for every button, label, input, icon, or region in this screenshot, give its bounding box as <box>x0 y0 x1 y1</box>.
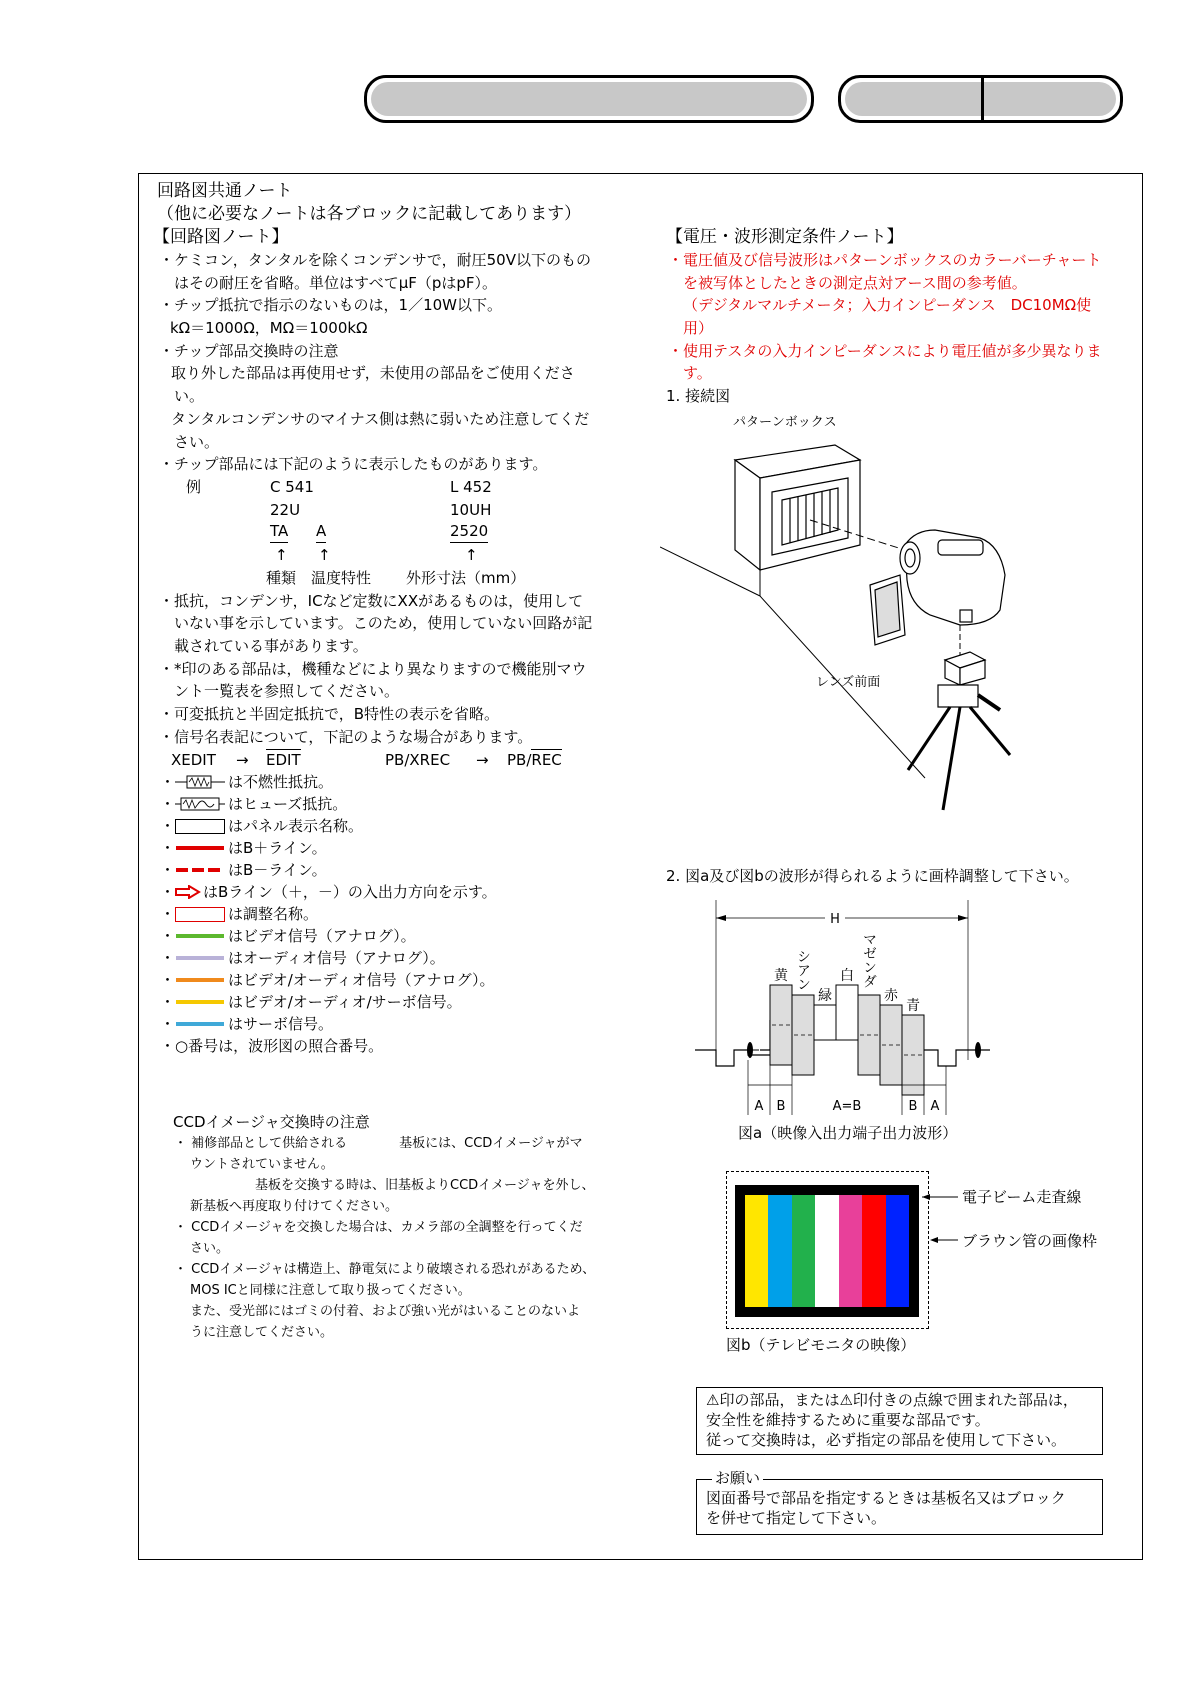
voltage-note-line: （デジタルマルチメータ；入力インピーダンス DC10MΩ使 <box>683 296 1092 314</box>
pattern-box-label: パターンボックス <box>733 415 837 430</box>
note-line: いない事を示しています。このため，使用していない回路が記 <box>174 614 593 632</box>
pattern-box-icon <box>735 445 860 570</box>
request-line: 図面番号で部品を指定するときは基板名又はブロック <box>706 1489 1066 1507</box>
note-line: 載されている事があります。 <box>174 637 368 655</box>
signal-edit-bar: EDIT <box>266 751 301 769</box>
adjust-box-icon <box>175 907 225 922</box>
color-bar <box>839 1195 862 1307</box>
safety-line: 従って交換時は，必ず指定の部品を使用して下さい。 <box>706 1431 1067 1449</box>
connection-diagram <box>660 430 1110 820</box>
color-bar <box>792 1195 815 1307</box>
color-bar <box>745 1195 768 1307</box>
caption-temp: 温度特性 <box>311 569 372 587</box>
example-label: 例 <box>186 478 202 496</box>
legend-servo: ・ はサーボ信号。 <box>160 1015 334 1033</box>
h-label: H <box>830 912 840 927</box>
lens-label: レンズ前面 <box>816 675 881 690</box>
ccd-line: ウントされていません。 <box>190 1157 334 1172</box>
note-line: さい。 <box>174 433 220 451</box>
waveform-diagram <box>690 900 1020 1140</box>
note-line: kΩ＝1000Ω，MΩ＝1000kΩ <box>170 319 368 337</box>
safety-line: ⚠印の部品，または⚠印付きの点線で囲まれた部品は， <box>706 1391 1078 1409</box>
legend-nonflam: ・ は不燃性抵抗。 <box>160 773 334 791</box>
dim-b-right: B <box>908 1099 918 1114</box>
ccd-line: また、受光部にはゴミの付着、および強い光がはいることのないよ <box>190 1304 581 1319</box>
legend-bplus: ・ はB＋ライン。 <box>160 839 327 857</box>
caption-size: 外形寸法（mm） <box>406 569 526 587</box>
servo-signal-line-icon <box>175 1017 225 1031</box>
video-audio-servo-line-icon <box>175 995 225 1009</box>
voltage-note-line: 用） <box>683 319 714 337</box>
legend-panel: ・ はパネル表示名称。 <box>160 817 364 835</box>
signal-xedit: XEDIT <box>171 751 216 769</box>
voltage-heading: 【電圧・波形測定条件ノート】 <box>666 227 904 247</box>
nonflammable-resistor-icon <box>175 775 225 789</box>
label-red: 赤 <box>884 988 898 1004</box>
legend-text: はビデオ/オーディオ/サーボ信号。 <box>228 993 462 1011</box>
panel-box-icon <box>175 819 225 834</box>
ccd-line: ・ CCDイメージャは構造上、静電気により破壊される恐れがあるため、 <box>174 1262 596 1277</box>
ccd-heading: CCDイメージャ交換時の注意 <box>173 1113 370 1131</box>
signal-pb-rec-bar <box>507 749 562 772</box>
circle-number-note: ・○番号は，波形図の照合番号。 <box>160 1037 384 1055</box>
header-title-bar <box>364 75 814 123</box>
b-plus-line-icon <box>175 841 225 855</box>
voltage-note-line: ・電圧値及び信号波形はパターンボックスのカラーバーチャート <box>668 251 1102 269</box>
arrow-up-icon: ↑ <box>275 546 288 564</box>
dim-a-left: A <box>754 1099 764 1114</box>
arrow-up-icon: ↑ <box>465 546 478 564</box>
example-c-type: TA <box>270 521 288 543</box>
signal-pb: PB/ <box>507 751 532 769</box>
caption-type: 種類 <box>266 569 297 587</box>
legend-text: は不燃性抵抗。 <box>228 773 334 791</box>
video-audio-line-icon <box>175 973 225 987</box>
voltage-note-line: す。 <box>683 364 712 382</box>
color-bar <box>862 1195 885 1307</box>
color-bar <box>815 1195 838 1307</box>
header-page-bar <box>838 75 1123 123</box>
signal-pbxrec: PB/XREC <box>385 751 451 769</box>
legend-text: はヒューズ抵抗。 <box>228 795 348 813</box>
example-l-size: 2520 <box>450 521 488 543</box>
color-bar <box>768 1195 791 1307</box>
note-line: タンタルコンデンサのマイナス側は熱に弱いため注意してくだ <box>171 410 590 428</box>
label-white: 白 <box>840 968 854 984</box>
ccd-line: うに注意してください。 <box>190 1325 334 1340</box>
ccd-line: ・ CCDイメージャを交換した場合は、カメラ部の全調整を行ってくだ <box>174 1220 583 1235</box>
note-line: ・可変抵抗と半固定抵抗で，B特性の表示を省略。 <box>159 705 499 723</box>
legend-va: ・ はビデオ/オーディオ信号（アナログ）。 <box>160 971 495 989</box>
note-line: ・チップ部品には下記のように表示したものがあります。 <box>159 455 548 473</box>
label-cyan: シアン <box>795 949 811 991</box>
ccd-line: ・ 補修部品として供給される 基板には、CCDイメージャがマ <box>174 1136 583 1151</box>
signal-rec-overbar: REC <box>531 751 562 769</box>
figure-b-caption: 図b（テレビモニタの映像） <box>726 1336 916 1354</box>
arrow-right-icon: → <box>476 751 489 769</box>
example-c-value: 22U <box>270 501 301 519</box>
figure-a-caption: 図a（映像入出力端子出力波形） <box>738 1124 958 1142</box>
legend-text: はサーボ信号。 <box>228 1015 334 1033</box>
color-bar-steps <box>770 985 924 1095</box>
example-l-code: L 452 <box>450 478 492 496</box>
label-magenta: マゼンダ <box>861 932 877 988</box>
legend-text: はB＋ライン。 <box>228 839 327 857</box>
circuit-notes-heading: 【回路図ノート】 <box>153 227 289 247</box>
legend-bminus: ・ はB－ライン。 <box>160 861 327 879</box>
legend-adjust: ・ は調整名称。 <box>160 905 319 923</box>
note-line: ・ケミコン，タンタルを除くコンデンサで，耐圧50V以下のもの <box>159 251 591 269</box>
label-yellow: 黄 <box>774 968 788 984</box>
dim-b-left: B <box>776 1099 786 1114</box>
legend-text: はパネル表示名称。 <box>228 817 364 835</box>
safety-line: 安全性を維持するために重要な部品です。 <box>706 1411 990 1429</box>
b-minus-line-icon <box>175 863 225 877</box>
legend-fuse: ・ はヒューズ抵抗。 <box>160 795 348 813</box>
note-line: ・チップ部品交換時の注意 <box>159 342 339 360</box>
monitor-pointers <box>920 1185 960 1265</box>
note-line: ・信号名表記について，下記のような場合があります。 <box>159 728 533 746</box>
ccd-line: 新基板へ再度取り付けてください。 <box>190 1199 399 1214</box>
request-title: お願い <box>712 1468 763 1488</box>
arrow-up-icon: ↑ <box>318 546 331 564</box>
example-c-code: C 541 <box>270 478 314 496</box>
voltage-note-line: ・使用テスタの入力インピーダンスにより電圧値が多少異なりま <box>668 342 1102 360</box>
video-camera-icon <box>870 530 1005 645</box>
label-green: 緑 <box>818 988 832 1004</box>
ccd-line: さい。 <box>190 1241 230 1256</box>
note-line: い。 <box>174 387 205 405</box>
note-line: ・*印のある部品は，機種などにより異なりますので機能別マウ <box>159 660 587 678</box>
legend-text: はビデオ/オーディオ信号（アナログ）。 <box>228 971 495 989</box>
page-subtitle: （他に必要なノートは各ブロックに記載してあります） <box>157 204 582 224</box>
header-divider <box>981 78 984 120</box>
example-l-value: 10UH <box>450 501 492 519</box>
dim-a-right: A <box>930 1099 940 1114</box>
note-line: 取り外した部品は再使用せず，未使用の部品をご使用くださ <box>171 364 575 382</box>
legend-text: はB－ライン。 <box>228 861 327 879</box>
ccd-line: MOS ICと同様に注意して取り扱ってください。 <box>190 1283 471 1298</box>
ccd-line: 基板を交換する時は、旧基板よりCCDイメージャを外し、 <box>190 1178 595 1193</box>
audio-signal-line-icon <box>175 951 225 965</box>
dim-a-equals-b: A=B <box>832 1099 862 1114</box>
color-bar <box>886 1195 909 1307</box>
page-title: 回路図共通ノート <box>157 181 293 201</box>
fuse-resistor-icon <box>175 797 225 811</box>
legend-text: はオーディオ信号（アナログ）。 <box>228 949 445 967</box>
legend-text: はBライン（＋，－）の入出力方向を示す。 <box>203 883 497 901</box>
note-line: はその耐圧を省略。単位はすべてμF（pはpF）。 <box>174 274 498 292</box>
legend-audio: ・ はオーディオ信号（アナログ）。 <box>160 949 445 967</box>
step2-instruction: 2. 図a及び図bの波形が得られるように画枠調整して下さい。 <box>666 867 1079 885</box>
arrow-right-icon: → <box>236 751 249 769</box>
legend-video: ・ はビデオ信号（アナログ）。 <box>160 927 416 945</box>
legend-vas: ・ はビデオ/オーディオ/サーボ信号。 <box>160 993 462 1011</box>
voltage-note-line: を被写体としたときの測定点対アース間の参考値。 <box>683 274 1027 292</box>
legend-barrow: ・ はBライン（＋，－）の入出力方向を示す。 <box>160 883 497 901</box>
video-signal-line-icon <box>175 929 225 943</box>
example-c-temp: A <box>316 521 326 543</box>
request-line: を併せて指定して下さい。 <box>706 1509 887 1527</box>
b-line-direction-arrow-icon <box>175 885 201 899</box>
waveform-trace <box>695 1050 770 1066</box>
label-blue: 青 <box>906 998 920 1014</box>
tripod-icon <box>908 652 1010 810</box>
legend-text: は調整名称。 <box>228 905 319 923</box>
legend-text: はビデオ信号（アナログ）。 <box>228 927 416 945</box>
connection-heading: 1. 接続図 <box>666 387 731 405</box>
note-line: ・抵抗，コンデンサ，ICなど定数にXXがあるものは，使用して <box>159 592 584 610</box>
monitor-screen <box>735 1185 919 1317</box>
note-line: ・チップ抵抗で指示のないものは，1／10W以下。 <box>159 296 503 314</box>
label-frame: ブラウン管の画像枠 <box>962 1232 1098 1250</box>
note-line: ント一覧表を参照してください。 <box>174 682 400 700</box>
label-beam: 電子ビーム走査線 <box>962 1188 1082 1206</box>
